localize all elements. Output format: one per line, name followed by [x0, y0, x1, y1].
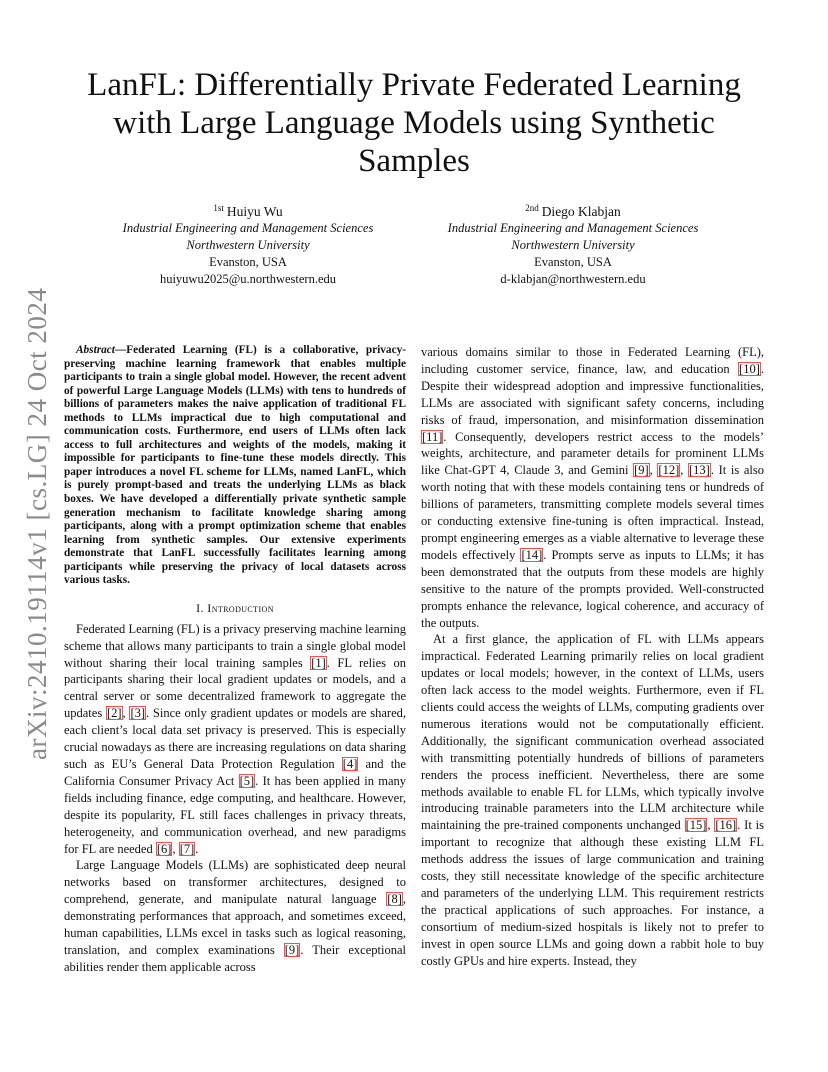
author-department: Industrial Engineering and Management Sciences — [122, 221, 374, 235]
right-column — [421, 344, 764, 970]
citation-link[interactable]: [9] — [634, 463, 649, 478]
body-paragraph — [421, 631, 764, 969]
paragraph-text: , — [707, 818, 715, 833]
citation-link[interactable]: [12] — [658, 463, 680, 478]
author-name: $^{2nd}$ Diego Klabjan — [525, 203, 621, 219]
paragraph-text: , demonstrating performances that approach, and sometimes exceed, human capabilities, LLMs excel in tasks such as logical reasoning, translation, and complex examinations — [64, 892, 406, 957]
paragraph-text: . Consequently, developers restrict access to the models’ weights, architecture, and parameter details for prominent LLMs like Chat-GPT 4, Claude 3, and Gemini — [421, 429, 764, 478]
citation-link[interactable]: [4] — [342, 757, 358, 771]
paragraph-text: . FL relies on participants sharing their local gradient updates or models, and a central server or some decentralized framework to aggregate the updates — [64, 655, 406, 721]
right-body-text — [421, 344, 764, 970]
citation-link[interactable]: [6] — [156, 841, 172, 856]
citation-link[interactable]: [14] — [521, 547, 543, 562]
paragraph-text: . It has been applied in many fields including finance, edge computing, and healthcare. However, despite its popularity, FL still faces challenges in privacy threats, heterogeneity, and communication overhead, and new paradigms for FL are needed — [64, 773, 406, 856]
citation-link[interactable]: [8] — [387, 892, 402, 907]
title-line: Samples — [358, 143, 470, 179]
citation-link[interactable]: [13] — [689, 463, 710, 478]
section-heading-introduction: I. Introduction — [196, 600, 274, 615]
citation-link[interactable]: [11] — [422, 429, 443, 444]
body-paragraph — [421, 344, 764, 631]
author-university: Northwestern University — [511, 238, 635, 252]
paragraph-text: . Prompts serve as inputs to LLMs; it has been demonstrated that the outputs from these models are highly sensitive to the nature of the prompts provided. Well-constructed prompts enhance the relevance, logical coherence, and accuracy of the outputs. — [421, 547, 764, 630]
paragraph-text: , — [122, 706, 130, 721]
citation-link[interactable]: [9] — [284, 942, 300, 957]
citation-link[interactable]: [7] — [179, 841, 195, 856]
paragraph-text: Large Language Models (LLMs) are sophisticated deep neural networks based on transformer architectures, designed to comprehend, generate, and manipulate natural language — [64, 858, 406, 907]
author-block-1 — [88, 200, 408, 288]
paragraph-text: and the California Consumer Privacy Act — [64, 757, 406, 788]
paragraph-text: At a first glance, the application of FL with LLMs appears impractical. Federated Learning primarily relies on local gradient updates or local models; however, in the context of LLMs, users often lack access to the model weights. Furthermore, even if FL clients could access the weights of LLMs, computing gradients over numerous iterations would not be computationally efficient. Additionally, the significant communication overhead associated with transmitting potentially hundreds of billions of parameters renders the process inefficient. Nevertheless, there are some methods available to enable FL for LLMs, which typically involve introducing trainable parameters into the LLM architecture while maintaining the pre-trained components unchanged — [421, 632, 764, 833]
citation-link[interactable]: [1] — [311, 655, 326, 670]
author-block-2 — [413, 200, 733, 288]
paragraph-text: Federated Learning (FL) is a privacy preserving machine learning scheme that allows many participants to train a single global model without sharing their local training samples — [64, 621, 406, 670]
author-ordinal: 1st — [213, 203, 224, 213]
paragraph-text: . It is also worth noting that with these models containing tens or hundreds of billions of parameters, transmitting complete models several times or conducting extensive fine-tuning is often impractical. Instead, prompt engineering emerges as a viable alternative to leverage these models effectively — [421, 463, 764, 562]
author-university: Northwestern University — [186, 238, 310, 252]
paragraph-text: . — [195, 841, 199, 856]
author-name: $^{1st}$ Huiyu Wu — [213, 203, 283, 219]
citation-link[interactable]: [5] — [239, 773, 255, 788]
citation-link[interactable]: [16] — [715, 818, 737, 833]
arxiv-identifier-stamp: arXiv:2410.19114v1 [cs.LG] 24 Oct 2024 — [22, 287, 52, 760]
author-location: Evanston, USA — [209, 255, 287, 269]
abstract-text: —Federated Learning (FL) is a collaborative, privacy-preserving machine learning framework that enables multiple participants to train a single global model. However, the recent advent of powerful Large Language Models (LLMs) with tens to hundreds of billions of parameters makes the naive application of traditional FL methods to LLMs impractical due to high computational and communication costs. Furthermore, end users of LLMs often lack access to full architectures and weights of the models, making it impossible for participants to fine-tune these models directly. This paper introduces a novel FL scheme for LLMs, named LanFL, which is purely prompt-based and treats the underlying LLMs as black boxes. We have developed a differentially private synthetic sample generation mechanism to facilitate knowledge sharing among participants, along with a prompt optimization scheme that enables learning from synthetic samples. Our extensive experiments demonstrate that LanFL successfully facilitates learning among participants while preserving the privacy of local datasets across various tasks. — [64, 344, 406, 587]
citation-link[interactable]: [3] — [130, 706, 146, 721]
author-email: d-klabjan@northwestern.edu — [500, 272, 646, 286]
paragraph-text: , — [649, 463, 658, 478]
paragraph-text: . Their exceptional abilities render them applicable across — [64, 942, 406, 974]
paragraph-text: various domains similar to those in Federated Learning (FL), including customer service, finance, law, and education — [421, 345, 764, 376]
paragraph-text: . It is important to recognize that although these existing LLM FL methods address the issues of large communication and training costs, they still necessitate knowledge of the specific architecture and parameters of the underlying LLM. This requirement restricts the practical applications of such approaches. For instance, a consortium of medium-sized hospitals is likely not to prefer to invest in open source LLMs and going down a rabbit hole to buy costly GPUs and hire experts. Instead, they — [421, 818, 764, 968]
author-ordinal: 2nd — [525, 203, 539, 213]
citation-link[interactable]: [2] — [106, 706, 122, 721]
author-email: huiyuwu2025@u.northwestern.edu — [159, 272, 337, 286]
abstract-label: Abstract — [76, 344, 115, 356]
body-paragraph — [64, 621, 406, 858]
author-department: Industrial Engineering and Management Sciences — [447, 221, 699, 235]
paragraph-text: . Since only gradient updates or models are shared, each client’s local data set privacy is preserved. This is especially crucial nowadays as there are increasing regulations on data sharing such as EU’s General Data Protection Regulation — [64, 706, 407, 771]
abstract — [64, 344, 406, 588]
paragraph-text: , — [172, 841, 179, 856]
paragraph-text: . Despite their widespread adoption and impressive functionalities, LLMs are associated with significant safety concerns, including risks of fraud, impersonation, and misinformation dissemination — [421, 361, 764, 427]
author-location: Evanston, USA — [534, 255, 612, 269]
body-paragraph — [64, 857, 406, 975]
title-line: LanFL: Differentially Private Federated Learning — [87, 67, 741, 103]
left-body-text — [64, 621, 406, 976]
citation-link[interactable]: [15] — [685, 818, 707, 833]
citation-link[interactable]: [10] — [739, 361, 760, 376]
left-column — [64, 344, 406, 976]
paragraph-text: , — [680, 463, 689, 478]
title-line: with Large Language Models using Synthetic — [113, 105, 715, 141]
paper-title — [60, 66, 768, 180]
